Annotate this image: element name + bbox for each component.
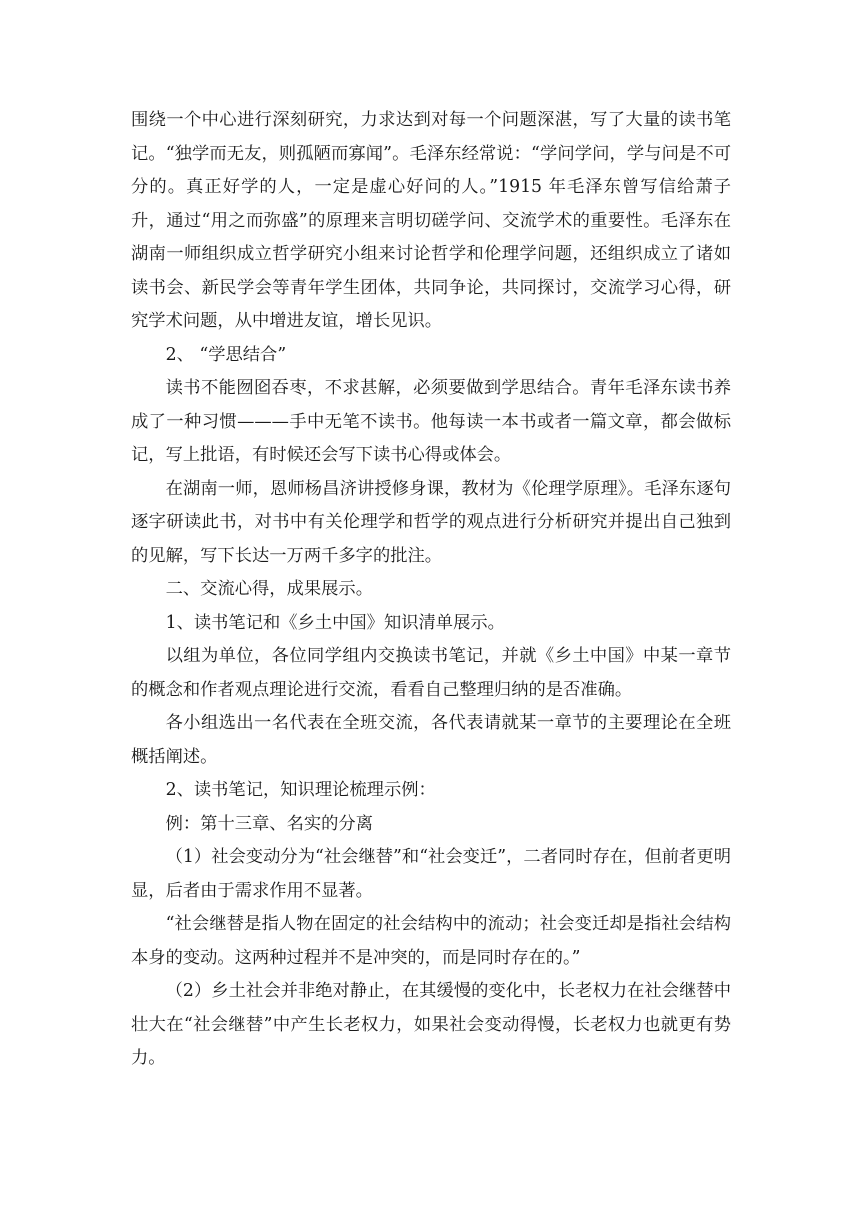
subsection-heading-2: 2、读书笔记，知识理论梳理示例： (165, 780, 436, 800)
quote-paragraph: “社会继替是指人物在固定的社会结构中的流动；社会变迁却是指社会结构本身的变动。这两种过程并不是冲突的，而是同时存在的。” (131, 914, 731, 968)
example-heading: 例：第十三章、名实的分离 (165, 813, 373, 834)
paragraph-4: 在湖南一师，恩师杨昌济讲授修身课，教材为《伦理学原理》。毛泽东逐句逐字研读此书，对书中有关伦理学和哲学的观点进行分析研究并提出自己独到的见解，写下长达一万两千多字的批注。 (131, 478, 731, 566)
paragraph-13: （2）乡土社会并非绝对静止，在其缓慢的变化中，长老权力在社会继替中壮大在“社会继替”中产生长老权力，如果社会变动得慢，长老权力也就更有势力。 (131, 981, 731, 1068)
document-body (131, 104, 731, 1076)
paragraph-7: 以组为单位，各位同学组内交换读书笔记，并就《乡土中国》中某一章节的概念和作者观点理论进行交流，看看自己整理归纳的是否准确。 (131, 646, 731, 700)
section-heading-2: 二、交流心得，成果展示。 (165, 579, 373, 599)
paragraph-1: 围绕一个中心进行深刻研究，力求达到对每一个问题深湛，写了大量的读书笔记。“独学而无友，则孤陋而寡闻”。毛泽东经常说：“学问学问，学与问是不可分的。真正好学的人，一定是虚心好问的人。”1915 年毛泽东曾写信给萧子升，通过“用之而弥盛”的原理来言明切磋学问、交流学术的重要性。毛泽东在湖南一师组织成立哲学研究小组来讨论哲学和伦理学问题，还组织成立了诸如读书会、新民学会等青年学生团体，共同争论，共同探讨，交流学习心得，研究学术问题，从中增进友谊，增长见识。 (131, 110, 731, 331)
paragraph-8: 各小组选出一名代表在全班交流，各代表请就某一章节的主要理论在全班概括阐述。 (131, 713, 731, 767)
paragraph-11: （1）社会变动分为“社会继替”和“社会变迁”，二者同时存在，但前者更明显，后者由于需求作用不显著。 (131, 847, 731, 901)
paragraph-2-heading: 2、 “学思结合” (165, 344, 287, 365)
paragraph-3: 读书不能囫囵吞枣，不求甚解，必须要做到学思结合。青年毛泽东读书养成了一种习惯———手中无笔不读书。他每读一本书或者一篇文章，都会做标记，写上批语，有时候还会写下读书心得或体会。 (131, 378, 731, 465)
subsection-heading-1: 1、读书笔记和《乡土中国》知识清单展示。 (165, 612, 505, 633)
